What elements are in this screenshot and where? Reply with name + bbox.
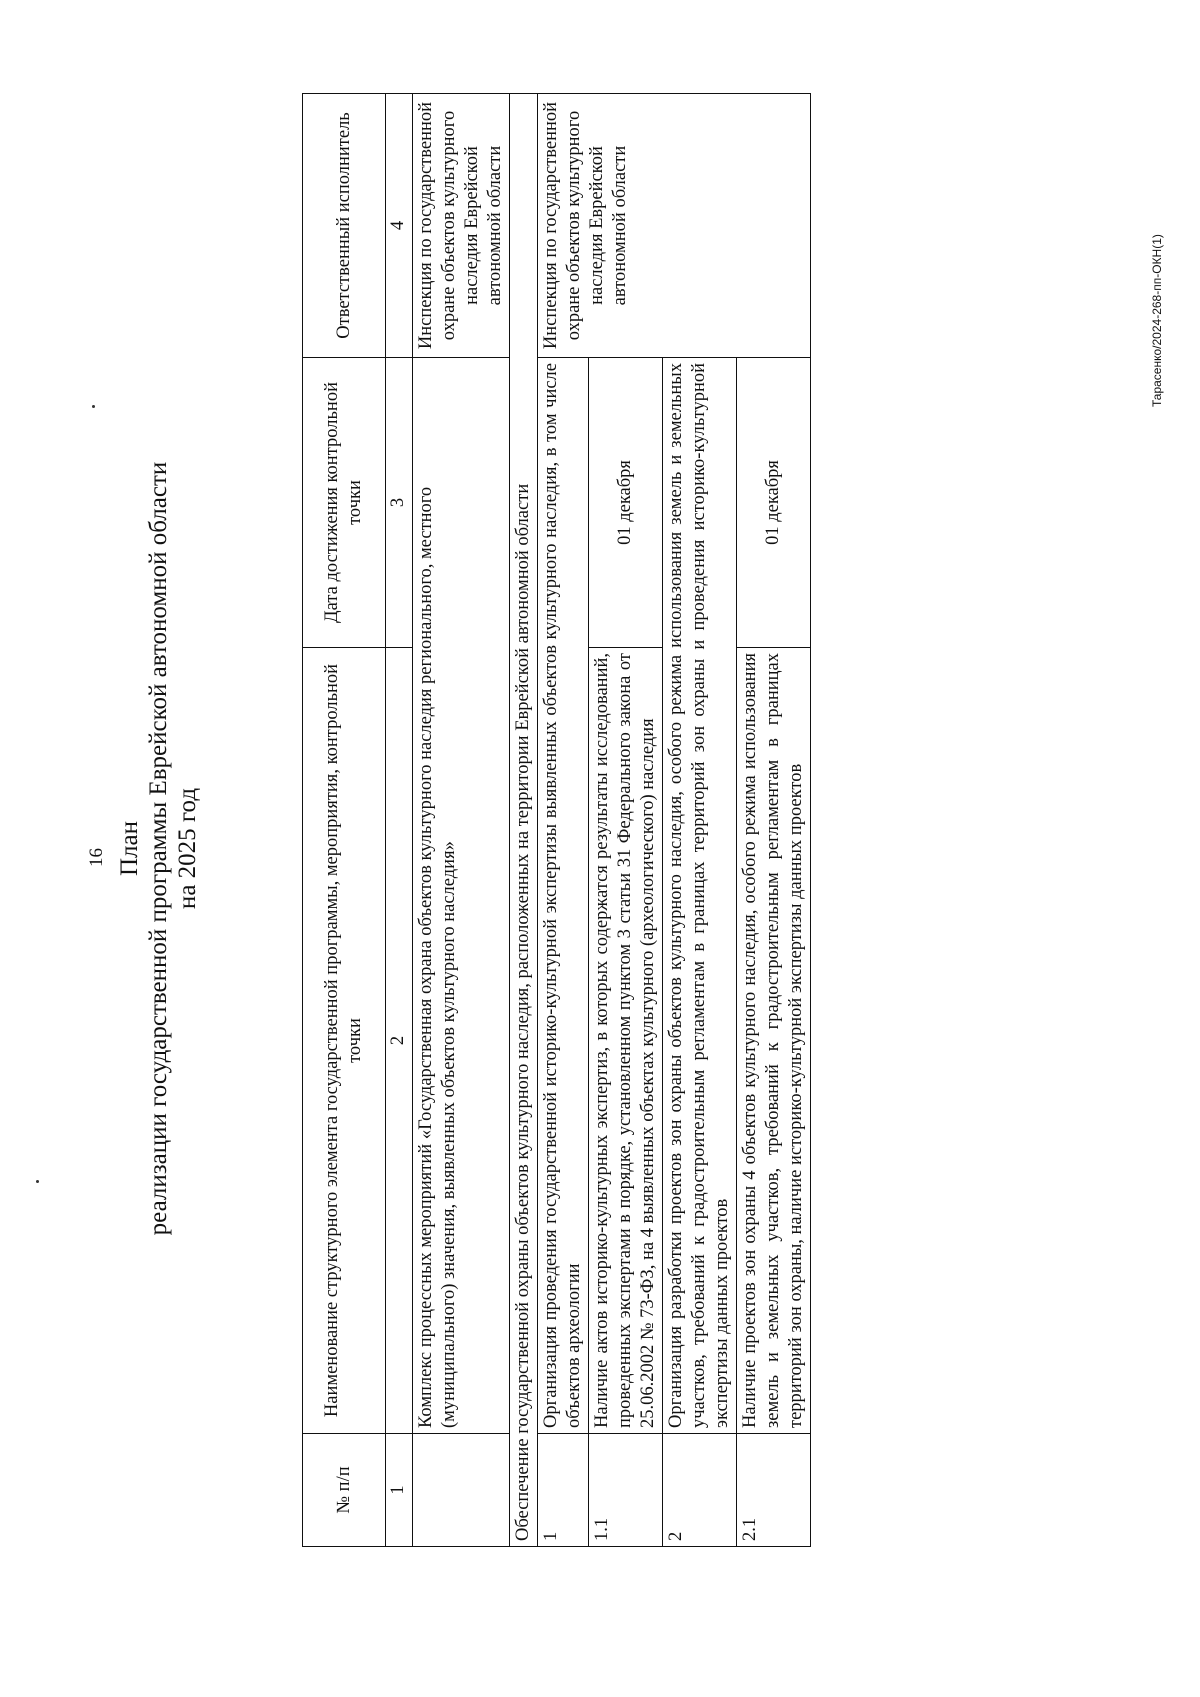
title-line-1: План (116, 821, 143, 877)
complex-row (413, 94, 510, 1547)
task-text: Обеспечение государственной охраны объектов культурного наследия, расположенных на территории Еврейской автономной области (510, 94, 538, 1547)
row-num: 1 (538, 1434, 589, 1547)
column-numbers-row (386, 94, 413, 1547)
row-date: 01 декабря (737, 358, 811, 648)
task-row (510, 94, 538, 1547)
row-num: 2.1 (737, 1434, 811, 1547)
title-line-3: на 2025 год (174, 787, 201, 910)
header-date: Дата достижения контрольной точки (303, 358, 386, 648)
col-number: 3 (386, 358, 413, 648)
row-text: Организация проведения государственной историко-культурной экспертизы выявленных объектов культурного наследия, в том числе объектов археологии (538, 358, 589, 1434)
row-text: Наличие актов историко-культурных экспертиз, в которых содержатся результаты исследований, проведенных экспертами в порядке, установленном пунктом 3 статьи 31 Федерального закона от 25.06.2002 № 73-ФЗ, на 4 выявленных объектах культурного (археологического) наследия (589, 648, 663, 1434)
row-executor: Инспекция по государственной охране объектов культурного наследия Еврейской автономной области (538, 94, 811, 358)
header-executor: Ответственный исполнитель (303, 94, 386, 358)
page-number: 16 (86, 848, 107, 867)
row-text: Наличие проектов зон охраны 4 объектов культурного наследия, особого режима использования земель и земельных участков, требований к градостроительным регламентам в границах территорий зон охраны, наличие историко-культурной экспертизы данных проектов (737, 648, 811, 1434)
col-number: 1 (386, 1434, 413, 1547)
col-number: 4 (386, 94, 413, 358)
document-title (115, 0, 202, 1697)
row-date: 01 декабря (589, 358, 663, 648)
complex-executor: Инспекция по государственной охране объектов культурного наследия Еврейской автономной области (413, 94, 510, 358)
row-num: 2 (663, 1434, 737, 1547)
header-name: Наименование структурного элемента государственной программы, мероприятия, контрольной точки (303, 648, 386, 1434)
plan-table (302, 93, 811, 1547)
title-line-2: реализации государственной программы Еврейской автономной области (145, 461, 172, 1236)
header-row (303, 94, 386, 1547)
row-text: Организация разработки проектов зон охраны объектов культурного наследия, особого режима использования земель и земельных участков, требований к градостроительным регламентам в границах территорий зон охраны и проведения историко-культурной экспертизы данных проектов (663, 358, 737, 1434)
header-num: № п/п (303, 1434, 386, 1547)
document-stamp: Тарасенко/2024-268-пп-ОКН(1) (1150, 234, 1164, 407)
table-row (538, 94, 589, 1547)
complex-text: Комплекс процессных мероприятий «Государственная охрана объектов культурного наследия регионального, местного (муниципального) значения, выявленных объектов культурного наследия» (413, 358, 510, 1434)
complex-num (413, 1434, 510, 1547)
col-number: 2 (386, 648, 413, 1434)
row-num: 1.1 (589, 1434, 663, 1547)
